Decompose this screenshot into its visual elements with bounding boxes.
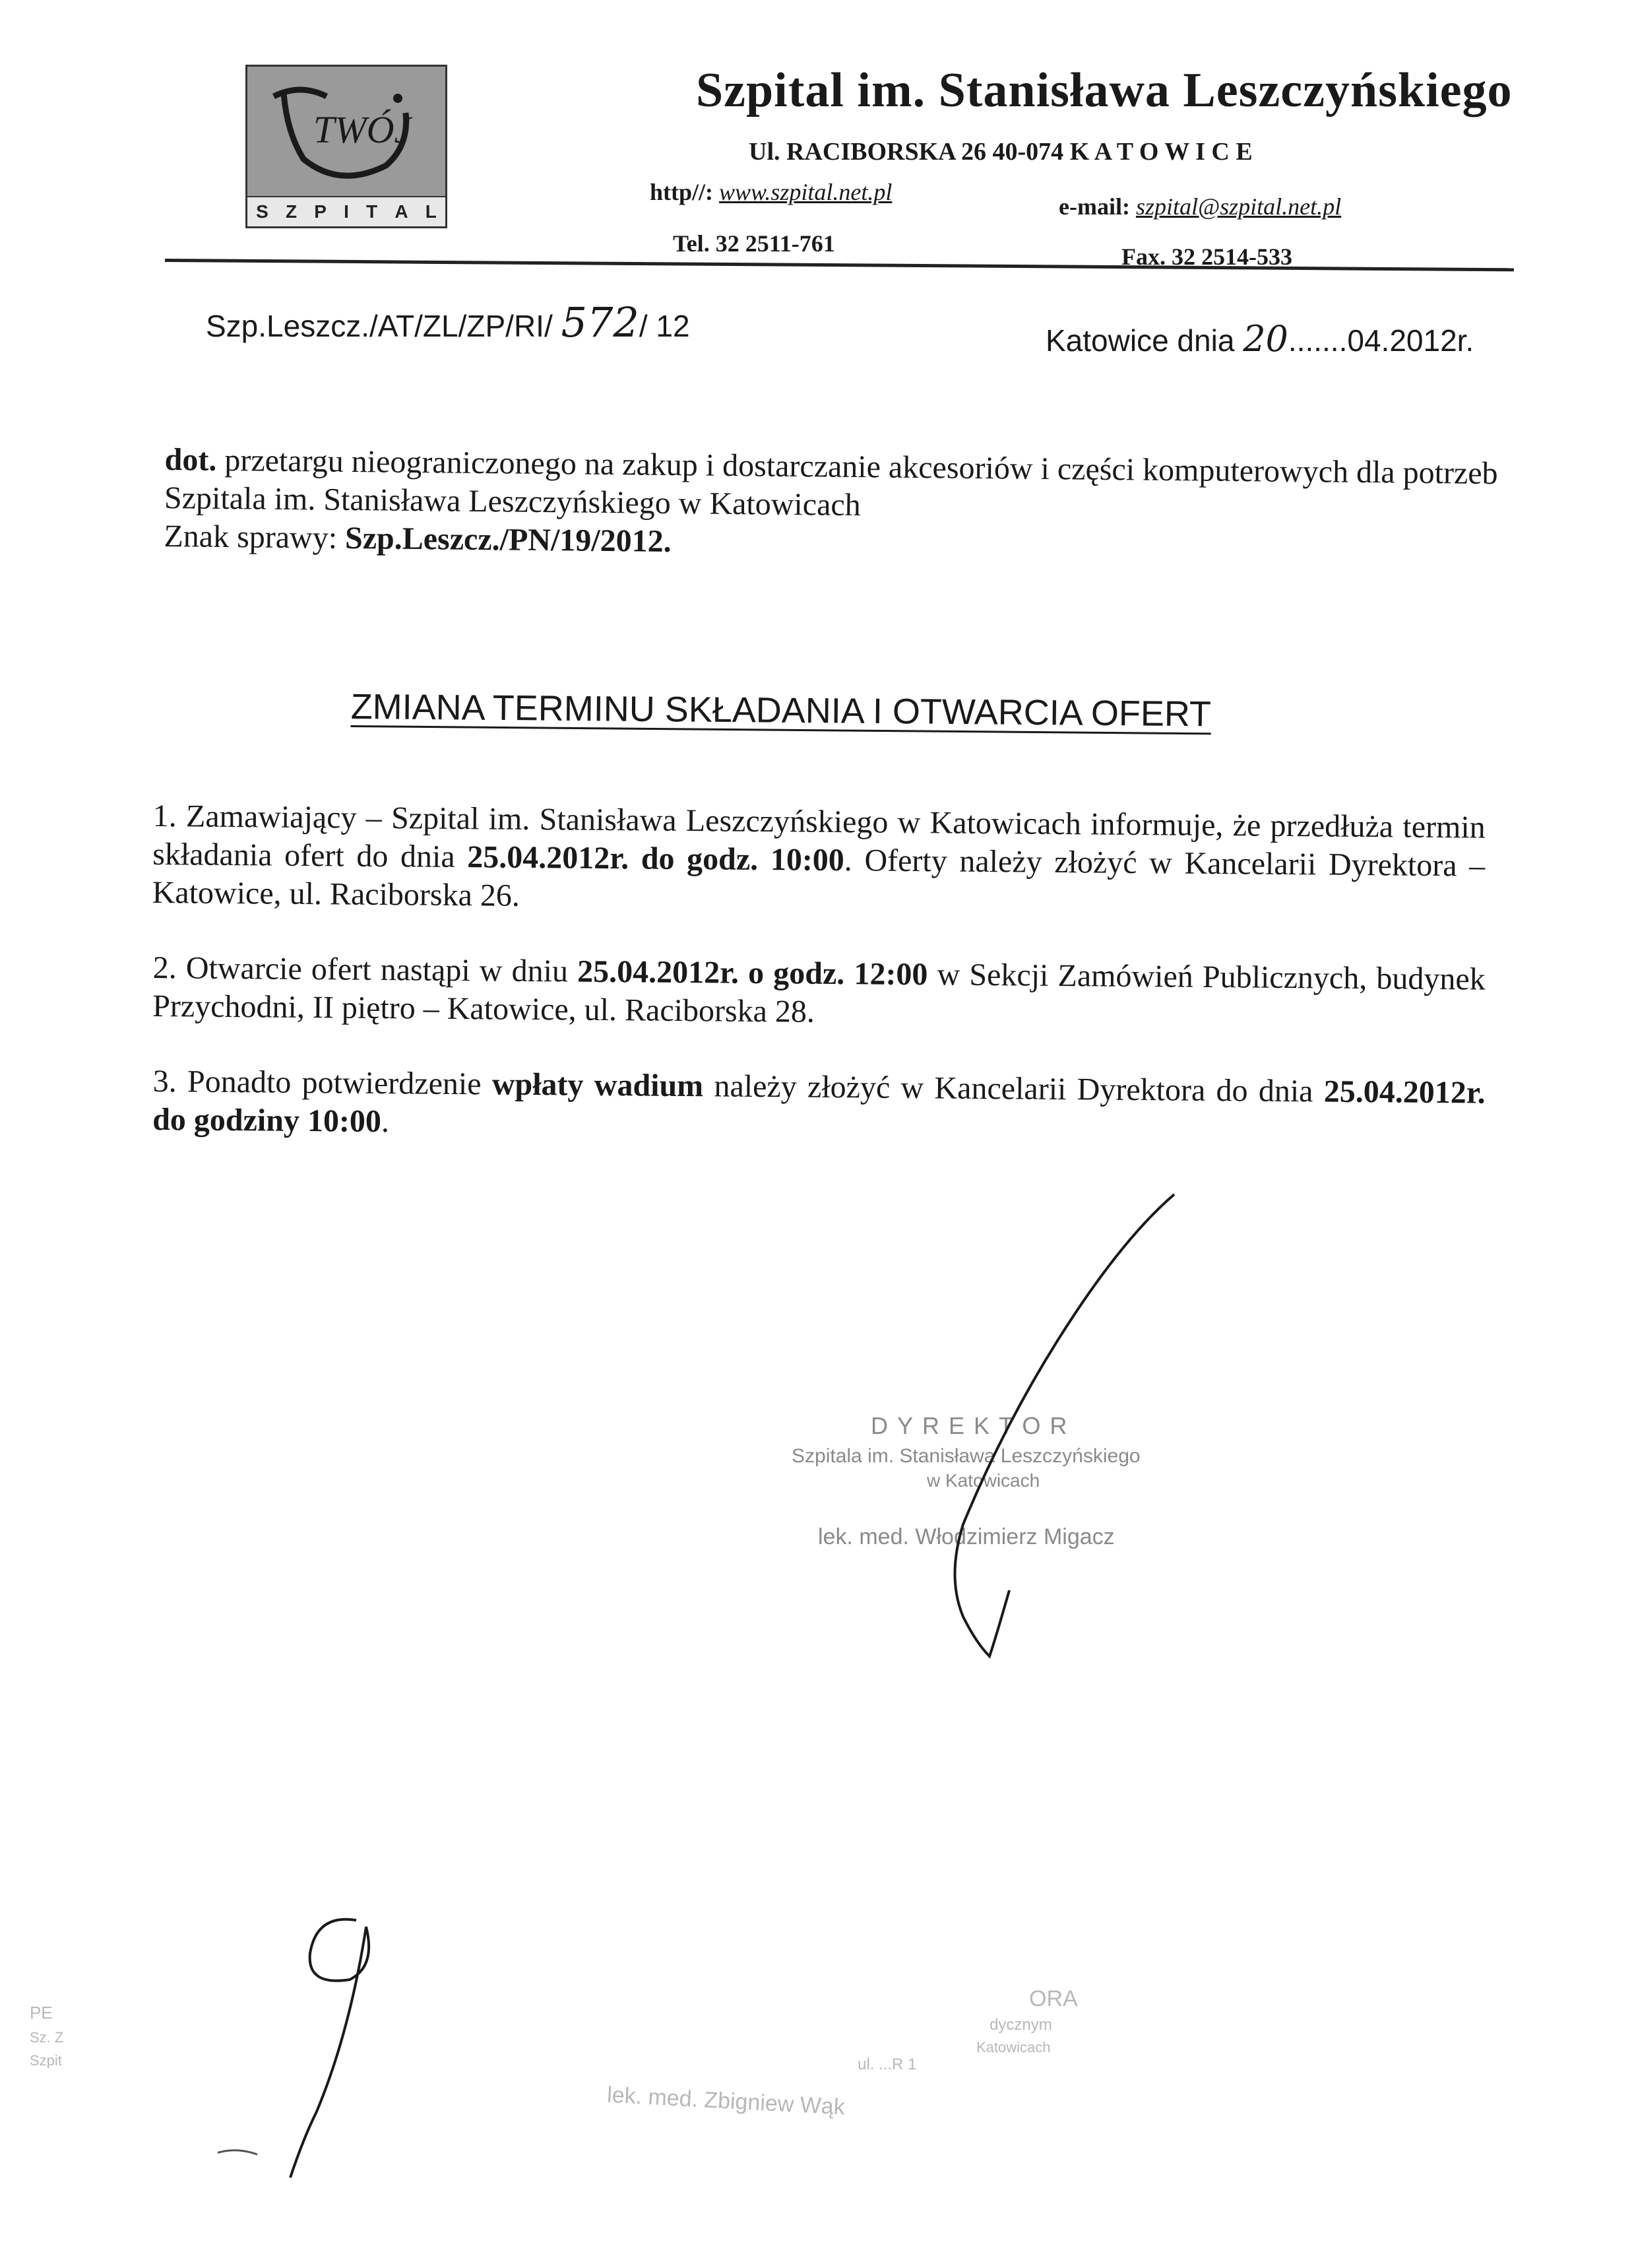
point-1: 1. Zamawiający – Szpital im. Stanisława Leszczyńskiego w Katowicach informuje, że przedłuża termin składania ofert do dnia 25.04.2012r. do godz. 10:00. Oferty należy złożyć w Kancelarii Dyrektora – Katowice, ul. Raciborska 26. (152, 798, 1486, 913)
email-link[interactable]: szpital@szpital.net.pl (1135, 193, 1342, 220)
handwritten-day: 20 (1243, 318, 1288, 360)
secondary-signature (218, 1900, 429, 2204)
case-label: Znak sprawy: (164, 518, 346, 556)
reference-number: Szp.Leszcz./AT/ZL/ZP/RI/ 572/ 12 (206, 298, 690, 346)
director-signature (910, 1181, 1187, 1676)
stamp-organization: Szpitala im. Stanisława Leszczyńskiego (792, 1445, 1141, 1467)
bottom-stamp-line2: dycznym (990, 2016, 1052, 2034)
website-link[interactable]: www.szpital.net.pl (719, 179, 893, 205)
bottom-stamp-name: lek. med. Zbigniew Wąk (606, 2082, 846, 2120)
logo-brand-text: TWÓJ (313, 108, 412, 151)
hospital-address: Ul. RACIBORSKA 26 40-074 K A T O W I C E (749, 138, 1253, 166)
fax-number: Fax. 32 2514-533 (1121, 243, 1292, 270)
email-line: e-mail: szpital@szpital.net.pl (1059, 193, 1342, 220)
subject-block (164, 441, 1504, 569)
subject-text: przetargu nieograniczonego na zakup i dostarczanie akcesoriów i części komputerowych dla potrzeb Szpitala im. Stanisława Leszczyńskiego w Katowicach (164, 442, 1498, 523)
bottom-corner-text-2: Sz. Z (30, 2029, 64, 2046)
point-3: 3. Ponadto potwierdzenie wpłaty wadium należy złożyć w Kancelarii Dyrektora do dnia 25.04.2012r. do godziny 10:00. (152, 1063, 1486, 1140)
stamp-city: w Katowicach (927, 1470, 1040, 1491)
website-line: http//: www.szpital.net.pl (650, 179, 893, 205)
stamp-director-name: lek. med. Włodzimierz Migacz (818, 1524, 1115, 1549)
bottom-stamp-line3: Katowicach (976, 2039, 1051, 2056)
phone-number: Tel. 32 2511-761 (673, 230, 835, 257)
bottom-stamp-line4: ul. ...R 1 (858, 2056, 917, 2073)
logo-smile-icon (247, 67, 445, 197)
logo-wordmark: S Z P I T A L (247, 196, 445, 226)
hospital-logo (245, 65, 447, 228)
bottom-corner-text-3: Szpit (30, 2052, 62, 2069)
handwritten-number: 572 (561, 298, 639, 346)
case-number: Szp.Leszcz./PN/19/2012. (344, 520, 672, 560)
bottom-corner-text-1: PE (30, 2003, 53, 2023)
point-2: 2. Otwarcie ofert nastąpi w dniu 25.04.2012r. o godz. 12:00 w Sekcji Zamówień Publicznych, budynek Przychodni, II piętro – Katowice, ul. Raciborska 28. (152, 950, 1486, 1029)
bottom-stamp-line1: ORA (1029, 1986, 1078, 2011)
hospital-name: Szpital im. Stanisława Leszczyńskiego (696, 63, 1513, 117)
document-date: Katowice dnia 20.......04.2012r. (1046, 318, 1474, 360)
subject-label: dot. (164, 441, 217, 478)
document-title: ZMIANA TERMINU SKŁADANIA I OTWARCIA OFERT (350, 687, 1212, 734)
stamp-title: DYREKTOR (871, 1412, 1077, 1439)
header-divider (165, 259, 1514, 271)
